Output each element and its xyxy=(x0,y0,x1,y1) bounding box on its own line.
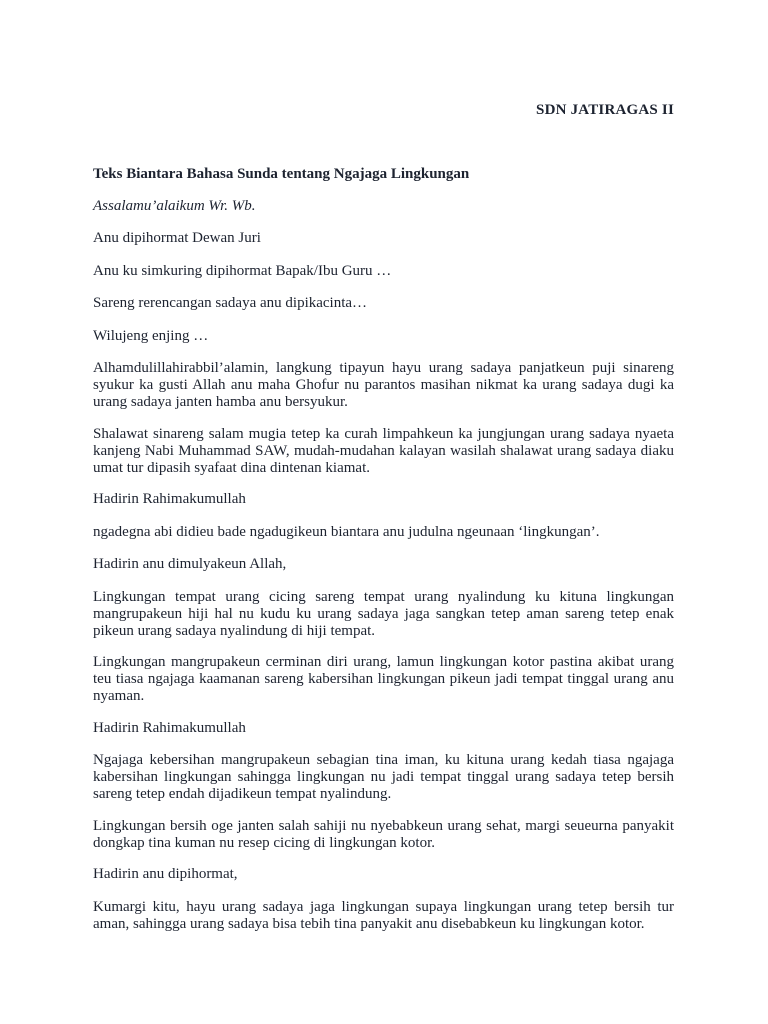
address-audience: Hadirin Rahimakumullah xyxy=(93,491,246,507)
paragraph-gratitude: Alhamdulillahirabbil’alamin, langkung tipayun hayu urang sadaya panjatkeun puji sinareng syukur ka gusti Allah anu maha Ghofur nu parantos masihan nikmat ka urang sadaya dugi ka urang sadaya janten hamba anu bersyukur. xyxy=(93,360,674,410)
paragraph-cleanliness: Ngajaga kebersihan mangrupakeun sebagian tina iman, ku kituna urang kedah tiasa ngajaga kabersihan lingkungan sahingga lingkungan nu jadi tempat tinggal urang sadaya tetep bersih sareng tetep endah dijadikeun tempat nyalindung. xyxy=(93,752,674,802)
speech-title: Teks Biantara Bahasa Sunda tentang Ngajaga Lingkungan xyxy=(93,166,470,182)
paragraph-closing: Kumargi kitu, hayu urang sadaya jaga lingkungan supaya lingkungan urang tetep bersih tur aman, sahingga urang sadaya bisa tebih tina panyakit anu disebabkeun ku lingkungan kotor. xyxy=(93,898,674,932)
address-audience: Hadirin anu dipihormat, xyxy=(93,866,238,882)
paragraph-reflection: Lingkungan mangrupakeun cerminan diri urang, lamun lingkungan kotor pastina akibat urang teu tiasa ngajaga kaamanan sareng kabersihan lingkungan pikeun jadi tempat tinggal urang anu nyaman. xyxy=(93,654,674,704)
paragraph-environment: Lingkungan tempat urang cicing sareng tempat urang nyalindung ku kituna lingkungan mangrupakeun hiji hal nu kudu ku urang sadaya jaga sangkan tetep aman sareng tetep enak pikeun urang sadaya nyalindung di hiji tempat. xyxy=(93,588,674,639)
salutation-judges: Anu dipihormat Dewan Juri xyxy=(93,230,261,246)
paragraph-topic: ngadegna abi didieu bade ngadugikeun biantara anu judulna ngeunaan ‘lingkungan’. xyxy=(93,523,600,540)
morning-greeting: Wilujeng enjing … xyxy=(93,327,209,344)
salutation-teachers: Anu ku simkuring dipihormat Bapak/Ibu Guru … xyxy=(93,262,392,279)
paragraph-shalawat: Shalawat sinareng salam mugia tetep ka curah limpahkeun ka jungjungan urang sadaya nyaeta kanjeng Nabi Muhammad SAW, mudah-mudahan kalayan wasilah shalawat urang sadaya diaku umat tur dipasih syafaat dina dintenan kiamat. xyxy=(93,425,674,476)
address-audience: Hadirin Rahimakumullah xyxy=(93,719,246,736)
salutation-friends: Sareng rerencangan sadaya anu dipikacinta… xyxy=(93,295,368,311)
paragraph-health: Lingkungan bersih oge janten salah sahiji nu nyebabkeun urang sehat, margi seueurna panyakit dongkap tina kuman nu resep cicing di lingkungan kotor. xyxy=(93,817,674,851)
school-name: SDN JATIRAGAS II xyxy=(536,102,674,118)
speech-body xyxy=(93,166,674,947)
address-audience: Hadirin anu dimulyakeun Allah, xyxy=(93,556,287,572)
opening-greeting: Assalamu’alaikum Wr. Wb. xyxy=(93,198,256,214)
